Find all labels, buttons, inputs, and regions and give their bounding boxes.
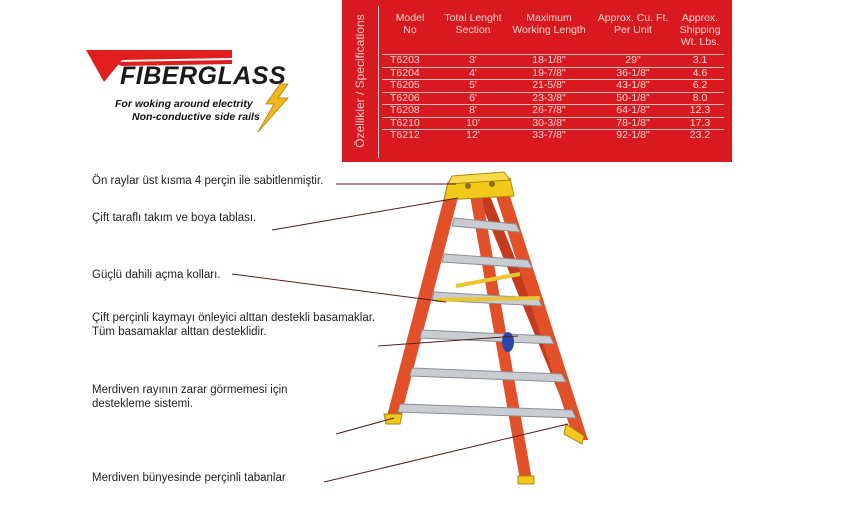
ladder-feet [384, 414, 584, 484]
table-cell: 43-1/8" [590, 80, 676, 93]
table-cell: 6.2 [676, 80, 724, 93]
callout-riveted-feet: Merdiven bünyesinde perçinli tabanlar [92, 472, 286, 484]
table-cell: T6212 [382, 130, 438, 142]
table-cell: 4' [438, 67, 508, 80]
table-cell: 23.2 [676, 130, 724, 142]
callout-step-support-line1: Çift perçinli kaymayı önleyici alttan destekli basamaklar. [92, 312, 376, 324]
table-cell: 3.1 [676, 55, 724, 68]
table-cell: 10' [438, 117, 508, 130]
table-header-cell: Approx. Shipping Wt. Lbs. [679, 12, 721, 48]
table-cell: 29" [590, 55, 676, 68]
table-cell: T6210 [382, 117, 438, 130]
table-cell: 23-3/8" [508, 92, 590, 105]
ladder-top-cap [444, 172, 514, 200]
table-cell: 12.3 [676, 105, 724, 118]
table-cell: 6' [438, 92, 508, 105]
table-cell: 78-1/8" [590, 117, 676, 130]
table-cell: 4.6 [676, 67, 724, 80]
table-header-cell: Total Lenght Section [444, 12, 502, 36]
table-header-cell: Model No [395, 12, 425, 36]
logo-tagline-2: Non-conductive side rails [132, 111, 260, 123]
specifications-side-label: Özellikler / Specifications [353, 14, 367, 148]
table-cell: T6203 [382, 55, 438, 68]
table-cell: 36-1/8" [590, 67, 676, 80]
table-cell: 92-1/8" [590, 130, 676, 142]
table-header-cell: Maximum Working Length [512, 12, 586, 36]
table-cell: T6208 [382, 105, 438, 118]
table-cell: 33-7/8" [508, 130, 590, 142]
table-cell: 17.3 [676, 117, 724, 130]
table-cell: 26-7/8" [508, 105, 590, 118]
callout-top-rivets: Ön raylar üst kısma 4 perçin ile sabitlenmiştir. [92, 175, 324, 187]
table-cell: T6205 [382, 80, 438, 93]
table-cell: 5' [438, 80, 508, 93]
table-cell: 12' [438, 130, 508, 142]
table-cell: T6206 [382, 92, 438, 105]
logo-title: FIBERGLASS [120, 62, 287, 90]
table-cell: 8.0 [676, 92, 724, 105]
table-cell: 3' [438, 55, 508, 68]
table-cell: 64-1/8" [590, 105, 676, 118]
callout-tool-tray: Çift taraflı takım ve boya tablası. [92, 212, 257, 224]
table-cell: 30-3/8" [508, 117, 590, 130]
callout-step-support-line2: Tüm basamaklar alttan desteklidir. [92, 326, 267, 338]
table-cell: 21-5/8" [508, 80, 590, 93]
table-cell: 50-1/8" [590, 92, 676, 105]
table-cell: 8' [438, 105, 508, 118]
callout-step-support [92, 311, 375, 339]
table-header-cell: Approx. Cu. Ft. Per Unit [597, 12, 669, 36]
callout-rail-protection-line1: Merdiven rayının zarar görmemesi için [92, 384, 288, 396]
logo-tagline-1: For woking around electrity [115, 98, 253, 110]
callout-rail-protection [92, 383, 288, 411]
callout-rail-protection-line2: destekleme sistemi. [92, 398, 193, 410]
callout-spreader-arms: Güçlü dahili açma kolları. [92, 269, 221, 281]
table-cell: T6204 [382, 67, 438, 80]
table-cell: 18-1/8" [508, 55, 590, 68]
table-cell: 19-7/8" [508, 67, 590, 80]
front-rail-left [386, 190, 460, 420]
brand-sticker [502, 332, 514, 352]
